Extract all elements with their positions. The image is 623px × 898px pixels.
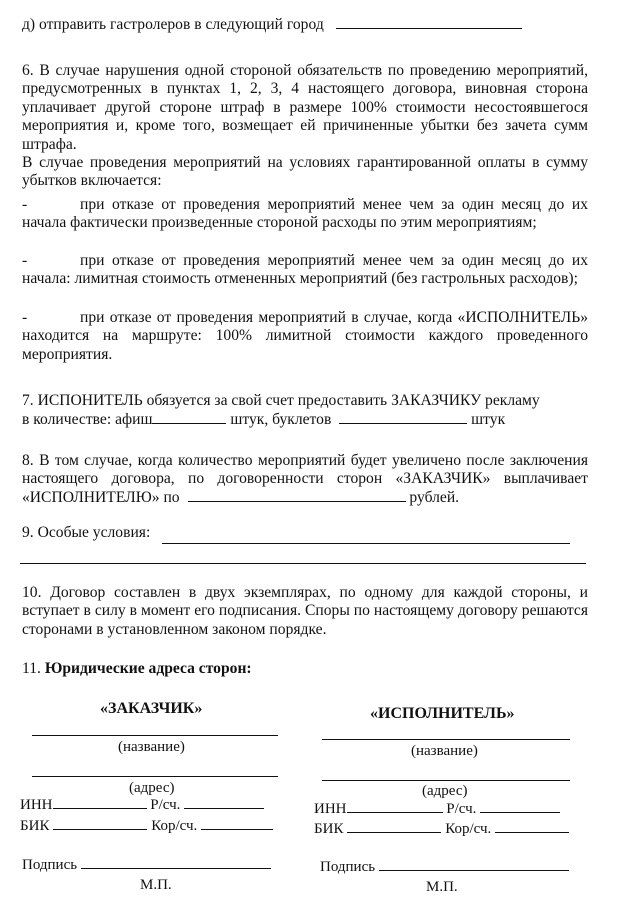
- contractor-signature-label: Подпись: [320, 859, 376, 875]
- special-conditions-line-2: [20, 563, 586, 564]
- contractor-inn-row: [314, 800, 560, 818]
- contractor-account-blank: [480, 800, 560, 813]
- contractor-address-caption: (адрес): [422, 783, 468, 799]
- item-d-line: [22, 16, 588, 34]
- customer-bik-row: [20, 817, 273, 835]
- customer-seal: М.П.: [140, 877, 172, 893]
- customer-inn-label: ИНН: [20, 797, 53, 813]
- special-conditions-line-1: [162, 543, 570, 544]
- contractor-corr-blank: [495, 820, 569, 833]
- paragraph-11-heading: [22, 660, 588, 678]
- contractor-signature-blank: [379, 858, 569, 871]
- contractor-inn-label: ИНН: [314, 801, 347, 817]
- paragraph-9: [22, 524, 588, 542]
- customer-corr-label: Кор/сч.: [151, 818, 198, 834]
- contractor-bik-row: [314, 820, 569, 838]
- paragraph-6-guarantee: В случае проведения мероприятий на условиях гарантированной оплаты в сумму убытков включается:: [22, 154, 588, 190]
- item-d-blank: [336, 16, 522, 29]
- contractor-bik-blank: [347, 820, 441, 833]
- booklets-blank: [339, 411, 467, 424]
- customer-name-line: [32, 735, 278, 736]
- dash-item-text: при отказе от проведения мероприятий менее чем за один месяц до их начала фактически произведенные стороной расходы по этим мероприятиям;: [22, 196, 588, 232]
- dash-item-2: [22, 252, 588, 289]
- contractor-name-caption: (название): [411, 743, 478, 759]
- customer-name-caption: (название): [118, 739, 185, 755]
- paragraph-7-line-1: [22, 392, 588, 410]
- dash-marker: -: [22, 309, 28, 326]
- paragraph-11-title: Юридические адреса сторон:: [44, 660, 252, 677]
- contractor-address-line: [322, 780, 570, 781]
- paragraph-6: [22, 62, 588, 191]
- paragraph-7-text: 7. ИСПОНИТЕЛЬ обязуется за свой счет предоставить ЗАКАЗЧИКУ рекламу: [22, 392, 540, 409]
- customer-signature-label: Подпись: [22, 857, 78, 873]
- contractor-signature-row: [320, 858, 569, 876]
- contractor-bik-label: БИК: [314, 821, 344, 837]
- dash-marker: -: [22, 252, 28, 269]
- paragraph-8-amount-blank: [188, 489, 406, 502]
- paragraph-9-label: 9. Особые условия:: [22, 524, 151, 541]
- customer-bik-blank: [53, 817, 147, 830]
- customer-inn-row: [20, 796, 264, 814]
- paragraph-8: [22, 452, 588, 507]
- paragraph-10: [22, 584, 588, 639]
- customer-signature-blank: [81, 856, 271, 869]
- paragraph-7-line-2: [22, 411, 588, 429]
- customer-corr-blank: [201, 817, 273, 830]
- customer-title: «ЗАКАЗЧИК»: [100, 700, 203, 717]
- dash-item-1: [22, 196, 588, 233]
- contractor-account-label: Р/сч.: [446, 801, 477, 817]
- dash-item-text: при отказе от проведения мероприятий менее чем за один месяц до их начала: лимитная стоимость отмененных мероприятий (без гастрольных расходов);: [22, 252, 588, 288]
- contractor-inn-blank: [347, 800, 443, 813]
- customer-address-caption: (адрес): [129, 780, 175, 796]
- paragraph-8-text: 8. В том случае, когда количество мероприятий будет увеличено после заключения настоящего договора, по договоренности сторон «ЗАКАЗЧИК» выплачивает «ИСПОЛНИТЕЛЮ» по: [22, 452, 588, 506]
- contractor-corr-label: Кор/сч.: [445, 821, 492, 837]
- paragraph-8-end: рублей.: [409, 488, 460, 506]
- paragraph-11-number: 11.: [22, 660, 41, 677]
- customer-signature-row: [22, 856, 271, 874]
- contractor-seal: М.П.: [426, 879, 458, 895]
- booklets-label: штук, буклетов: [230, 411, 332, 428]
- paragraph-10-text: 10. Договор составлен в двух экземплярах, по одному для каждой стороны, и вступает в силу в момент его подписания. Споры по настоящему договору решаются сторонами в установленном законом порядке.: [22, 584, 588, 638]
- contractor-name-line: [322, 739, 570, 740]
- dash-marker: -: [22, 196, 28, 213]
- customer-account-label: Р/сч.: [150, 797, 181, 813]
- customer-inn-blank: [53, 796, 147, 809]
- customer-bik-label: БИК: [20, 818, 50, 834]
- posters-label: в количестве: афиш: [22, 411, 153, 428]
- pieces-label: штук: [471, 411, 506, 428]
- posters-blank: [152, 411, 226, 424]
- contractor-title: «ИСПОЛНИТЕЛЬ»: [370, 705, 515, 722]
- item-d-text: д) отправить гастролеров в следующий город: [22, 16, 324, 33]
- customer-account-blank: [184, 796, 264, 809]
- paragraph-6-text: 6. В случае нарушения одной стороной обязательств по проведению мероприятий, предусмотренных в пунктах 1, 2, 3, 4 настоящего договора, виновная сторона уплачивает другой стороне штраф в размере 100% стоимости несостоявшегося мероприятия и, кроме того, возмещает ей причиненные убытки без зачета сумм штрафа.: [22, 62, 588, 153]
- dash-item-text: при отказе от проведения мероприятий в случае, когда «ИСПОЛНИТЕЛЬ» находится на маршруте: 100% лимитной стоимости каждого проведенного мероприятия.: [22, 309, 588, 363]
- dash-item-3: [22, 309, 588, 364]
- customer-address-line: [32, 776, 278, 777]
